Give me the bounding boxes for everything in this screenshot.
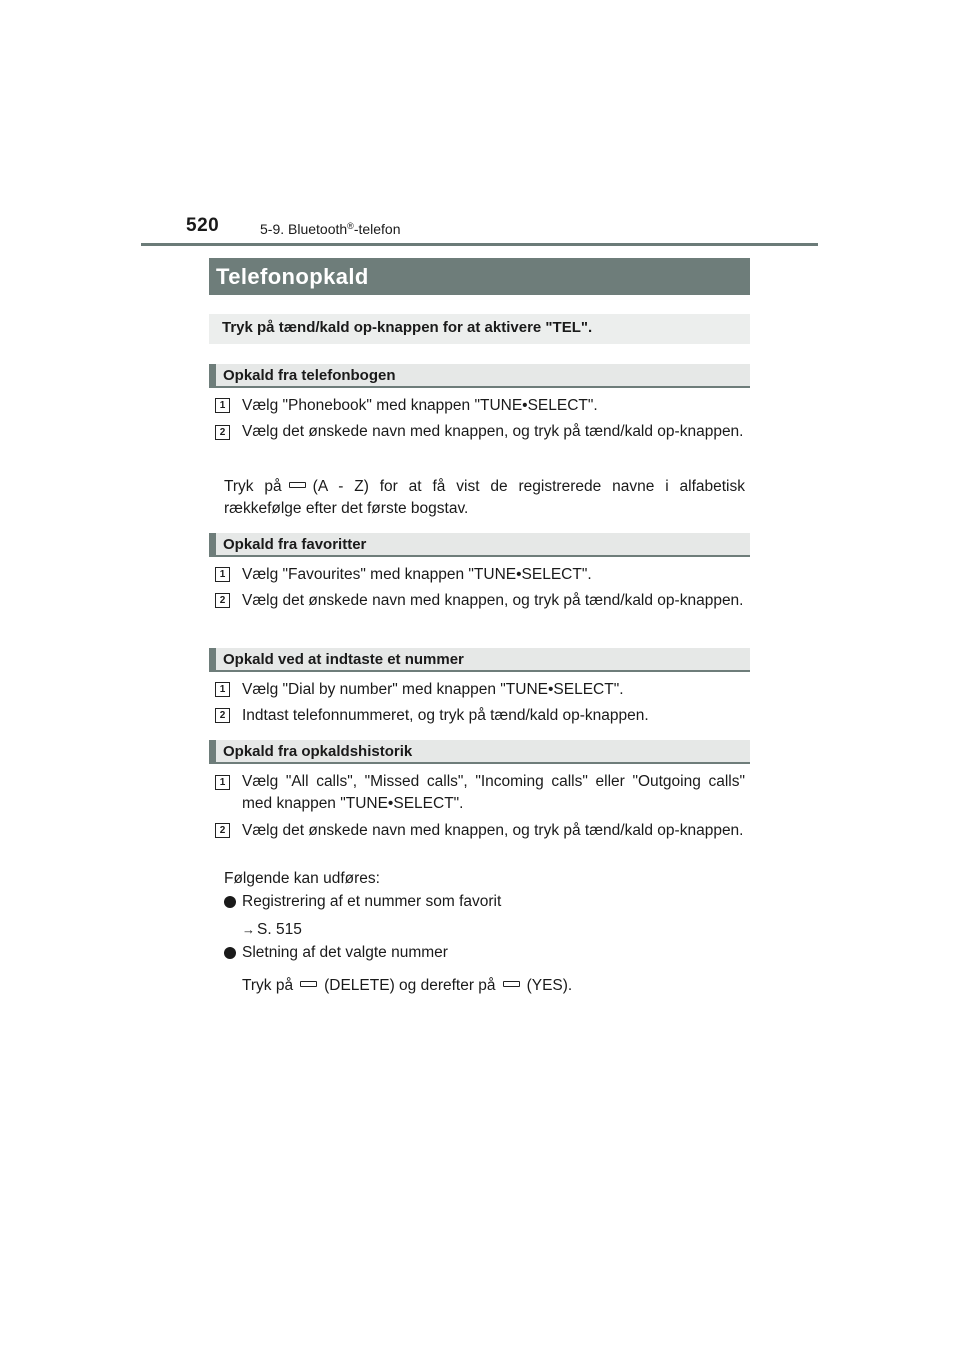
section-heading-favourites: Opkald fra favoritter [209,533,750,557]
page-number: 520 [186,215,220,236]
step-number: 2 [215,708,230,723]
button-icon [503,981,520,987]
bullet-text: Sletning af det valgte nummer [242,944,448,961]
following-label: Følgende kan udføres: [224,870,380,887]
step-text: Vælg det ønskede navn med knappen, og tryk på tænd/kald op-knappen. [242,592,744,609]
section-heading-phonebook: Opkald fra telefonbogen [209,364,750,388]
step-number: 1 [215,775,230,790]
step-text: Vælg "Phonebook" med knappen "TUNE•SELECT". [242,397,598,414]
step-number: 2 [215,593,230,608]
note-text-after: (A - Z) for at få vist de registrerede navne i alfabetisk rækkefølge efter det første bogstav. [224,478,745,517]
header-rule [141,243,818,246]
bullet-detail [242,975,572,997]
step-number: 1 [215,567,230,582]
step-text: Indtast telefonnummeret, og tryk på tænd/kald op-knappen. [242,707,649,724]
step-text: Vælg "Dial by number" med knappen "TUNE•SELECT". [242,681,624,698]
button-icon [300,981,317,987]
section-label [260,221,401,237]
arrow-right-icon: → [242,922,255,937]
step-number: 2 [215,425,230,440]
step-number: 1 [215,398,230,413]
bullet-detail-part: Tryk på [242,977,294,994]
page-reference-text: S. 515 [257,921,302,938]
bullet-text: Registrering af et nummer som favorit [242,893,502,910]
bullet-icon [224,896,236,908]
bullet-detail-part: (DELETE) og derefter på [324,977,496,994]
step-text: Vælg "Favourites" med knappen "TUNE•SELECT". [242,566,592,583]
note-text-before: Tryk på [224,478,282,495]
button-icon [289,482,306,488]
step-text: Vælg det ønskede navn med knappen, og tryk på tænd/kald op-knappen. [242,423,744,440]
bullet-icon [224,947,236,959]
registered-mark: ® [347,221,354,231]
section-heading-call-history: Opkald fra opkaldshistorik [209,740,750,764]
bullet-detail-part: (YES). [526,977,573,994]
step-number: 2 [215,823,230,838]
step-text: Vælg det ønskede navn med knappen, og tryk på tænd/kald op-knappen. [242,822,744,839]
step-text: Vælg "All calls", "Missed calls", "Incoming calls" eller "Outgoing calls" med knappen "TUNE•SELECT". [242,773,745,812]
note-text [224,476,745,520]
step-number: 1 [215,682,230,697]
intro-box: Tryk på tænd/kald op-knappen for at aktivere "TEL". [209,314,750,344]
section-heading-dial-number: Opkald ved at indtaste et nummer [209,648,750,672]
section-label-suffix: -telefon [353,221,401,237]
section-label-prefix: 5-9. Bluetooth [260,221,348,237]
page-reference [242,919,302,941]
page-title: Telefonopkald [209,258,750,295]
